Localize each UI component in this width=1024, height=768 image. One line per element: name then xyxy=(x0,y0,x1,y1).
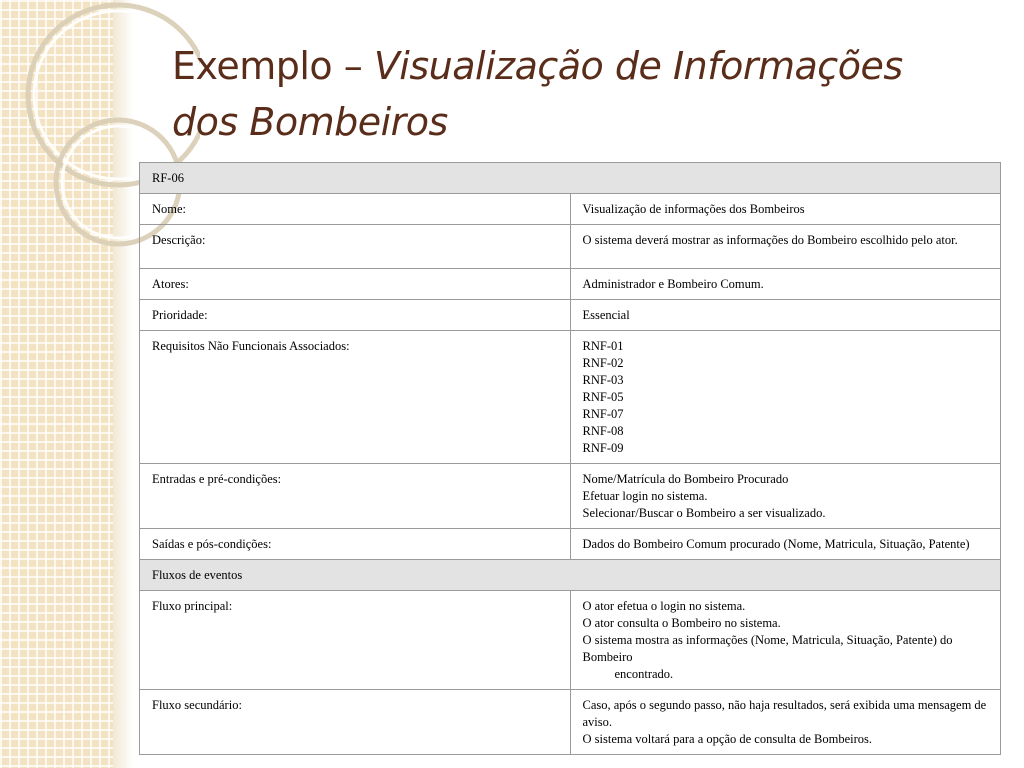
flow-label: Fluxo secundário: xyxy=(140,690,571,755)
row-label: Descrição: xyxy=(140,225,571,269)
row-value: Nome/Matrícula do Bombeiro Procurado Efetuar login no sistema. Selecionar/Buscar o Bombeiro a ser visualizado. xyxy=(570,464,1001,529)
row-value: Essencial xyxy=(570,300,1001,331)
table-row xyxy=(140,269,1001,300)
events-header-row xyxy=(140,560,1001,591)
flow-label: Fluxo principal: xyxy=(140,591,571,690)
row-label: Atores: xyxy=(140,269,571,300)
row-value: RNF-01 RNF-02 RNF-03 RNF-05 RNF-07 RNF-08 RNF-09 xyxy=(570,331,1001,464)
row-label: Prioridade: xyxy=(140,300,571,331)
title-italic-line1: Visualização de Informações xyxy=(373,44,903,88)
row-value: Dados do Bombeiro Comum procurado (Nome, Matricula, Situação, Patente) xyxy=(570,529,1001,560)
table-row xyxy=(140,529,1001,560)
table-row xyxy=(140,591,1001,690)
row-label: Saídas e pós-condições: xyxy=(140,529,571,560)
table-row xyxy=(140,464,1001,529)
row-label: Entradas e pré-condições: xyxy=(140,464,571,529)
table-row xyxy=(140,300,1001,331)
row-value: O sistema deverá mostrar as informações do Bombeiro escolhido pelo ator. xyxy=(570,225,1001,269)
flow-value: O ator efetua o login no sistema. O ator consulta o Bombeiro no sistema. O sistema mostra as informações (Nome, Matricula, Situação, Patente) do Bombeiro encontrado. xyxy=(570,591,1001,690)
title-italic-line2: dos Bombeiros xyxy=(172,100,448,144)
table-row xyxy=(140,331,1001,464)
title-prefix: Exemplo – xyxy=(172,44,374,88)
slide-title xyxy=(172,38,992,150)
events-header: Fluxos de eventos xyxy=(140,560,1001,591)
table-row xyxy=(140,194,1001,225)
row-value: Administrador e Bombeiro Comum. xyxy=(570,269,1001,300)
requirements-table xyxy=(139,162,1001,755)
row-value: Visualização de informações dos Bombeiros xyxy=(570,194,1001,225)
row-label: Nome: xyxy=(140,194,571,225)
row-label: Requisitos Não Funcionais Associados: xyxy=(140,331,571,464)
table-row xyxy=(140,225,1001,269)
requirement-id: RF-06 xyxy=(140,163,1001,194)
table-row xyxy=(140,690,1001,755)
table-header-row xyxy=(140,163,1001,194)
flow-value: Caso, após o segundo passo, não haja resultados, será exibida uma mensagem de aviso. O sistema voltará para a opção de consulta de Bombeiros. xyxy=(570,690,1001,755)
